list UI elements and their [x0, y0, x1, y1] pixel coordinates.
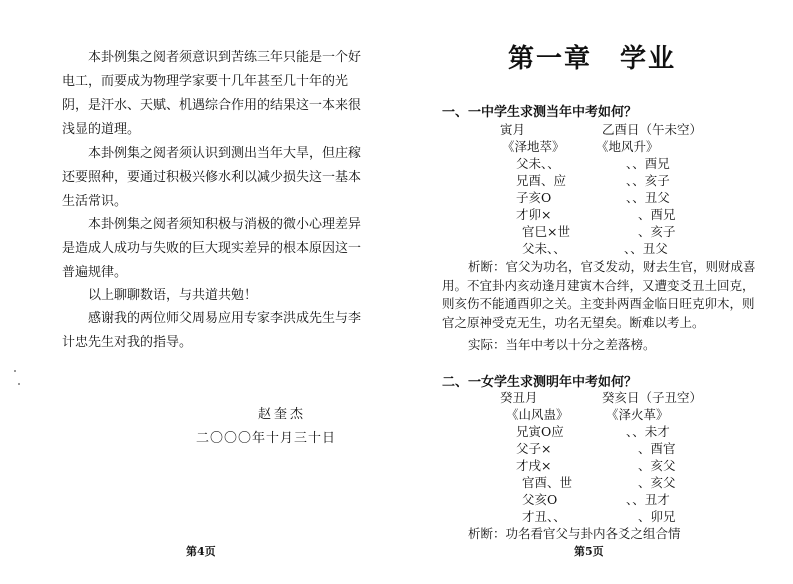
case-2-line-left-1: 兄寅O应 — [516, 424, 564, 439]
case-2-line-left-6: 才丑、、 — [522, 509, 566, 524]
case-2-line-left-3: 才戌× — [516, 458, 552, 473]
case-2-line-right-1: 、、未才 — [626, 424, 670, 439]
author-name: 赵奎杰 — [258, 407, 307, 422]
case-1-line-left-6: 父未、、 — [522, 241, 566, 256]
case-1-main-gua: 《泽地萃》 — [502, 139, 565, 154]
case-2-day: 癸亥日（子丑空） — [602, 390, 703, 405]
case-1-title: 一、一中学生求测当年中考如何？ — [442, 105, 638, 120]
case-1-changed-gua: 《地风升》 — [596, 139, 659, 154]
chapter-title: 第一章 学业 — [508, 44, 677, 74]
case-1-line-left-1: 父未、、 — [516, 156, 560, 171]
left-page — [0, 0, 396, 584]
scan-speck — [18, 383, 20, 385]
case-2-line-right-5: 、、丑才 — [626, 492, 670, 507]
page-number-left: 第4页 — [186, 545, 216, 558]
preface-paragraph-4: 以上聊聊数语，与共道共勉！ — [88, 288, 258, 303]
case-2-line-left-2: 父子× — [516, 441, 552, 456]
case-2-title: 二、一女学生求测明年中考如何？ — [442, 375, 638, 390]
case-2-line-left-4: 官酉、世 — [522, 475, 573, 490]
case-1-line-left-4: 才卯× — [516, 207, 552, 222]
case-1-line-left-3: 子亥O — [516, 190, 552, 205]
case-1-line-right-5: 、亥子 — [638, 224, 676, 239]
case-1-day: 乙酉日（午未空） — [602, 122, 703, 137]
case-2-line-left-5: 父亥O — [522, 492, 558, 507]
case-1-analysis: 析断：官父为功名，官爻发动，财去生官，则财成喜用。不宜卦内亥动逢月建寅木合绊，又遭变爻丑土回克，则亥伤不能通酉卯之关。主变卦两酉金临日旺克卯木，则官之原神受克无生，功名无望矣。断难以考上。 — [442, 259, 756, 330]
scan-speck — [14, 370, 16, 372]
case-1-line-right-2: 、、亥子 — [626, 173, 670, 188]
case-2-line-right-4: 、亥父 — [638, 475, 676, 490]
case-1-line-left-2: 兄酉、应 — [516, 173, 567, 188]
right-page — [396, 0, 793, 584]
case-1-line-right-4: 、酉兄 — [638, 207, 676, 222]
preface-paragraph-3: 本卦例集之阅者须知积极与消极的微小心理差异是造成人成功与失败的巨大现实差异的根本原因这一普遍规律。 — [62, 217, 362, 280]
preface-paragraph-1: 本卦例集之阅者须意识到苦练三年只能是一个好电工，而要成为物理学家要十几年甚至几十年的光阴，是汗水、天赋、机遇综合作用的结果这一本来很浅显的道理。 — [62, 50, 362, 137]
page-number-right: 第5页 — [574, 545, 604, 558]
case-1-line-right-3: 、、丑父 — [626, 190, 670, 205]
case-1-line-left-5: 官巳×世 — [522, 224, 570, 239]
preface-date: 二〇〇〇年十月三十日 — [196, 431, 337, 446]
case-2-changed-gua: 《泽火革》 — [606, 407, 669, 422]
case-2-line-right-6: 、卯兄 — [638, 509, 676, 524]
case-2-month: 癸丑月 — [500, 390, 538, 405]
case-1-result: 实际：当年中考以十分之差落榜。 — [468, 337, 656, 352]
preface-paragraph-5: 感谢我的两位师父周易应用专家李洪成先生与李计忠先生对我的指导。 — [62, 311, 362, 350]
case-2-analysis: 析断：功名看官父与卦内各爻之组合情 — [468, 526, 681, 541]
case-1-line-right-6: 、、丑父 — [624, 241, 668, 256]
case-1-month: 寅月 — [500, 122, 526, 137]
case-2-main-gua: 《山风蛊》 — [506, 407, 569, 422]
case-2-line-right-3: 、亥父 — [638, 458, 676, 473]
case-2-line-right-2: 、酉官 — [638, 441, 676, 456]
case-1-line-right-1: 、、酉兄 — [626, 156, 670, 171]
preface-paragraph-2: 本卦例集之阅者须认识到测出当年大旱，但庄稼还要照种，要通过积极兴修水利以减少损失这一基本生活常识。 — [62, 146, 362, 209]
